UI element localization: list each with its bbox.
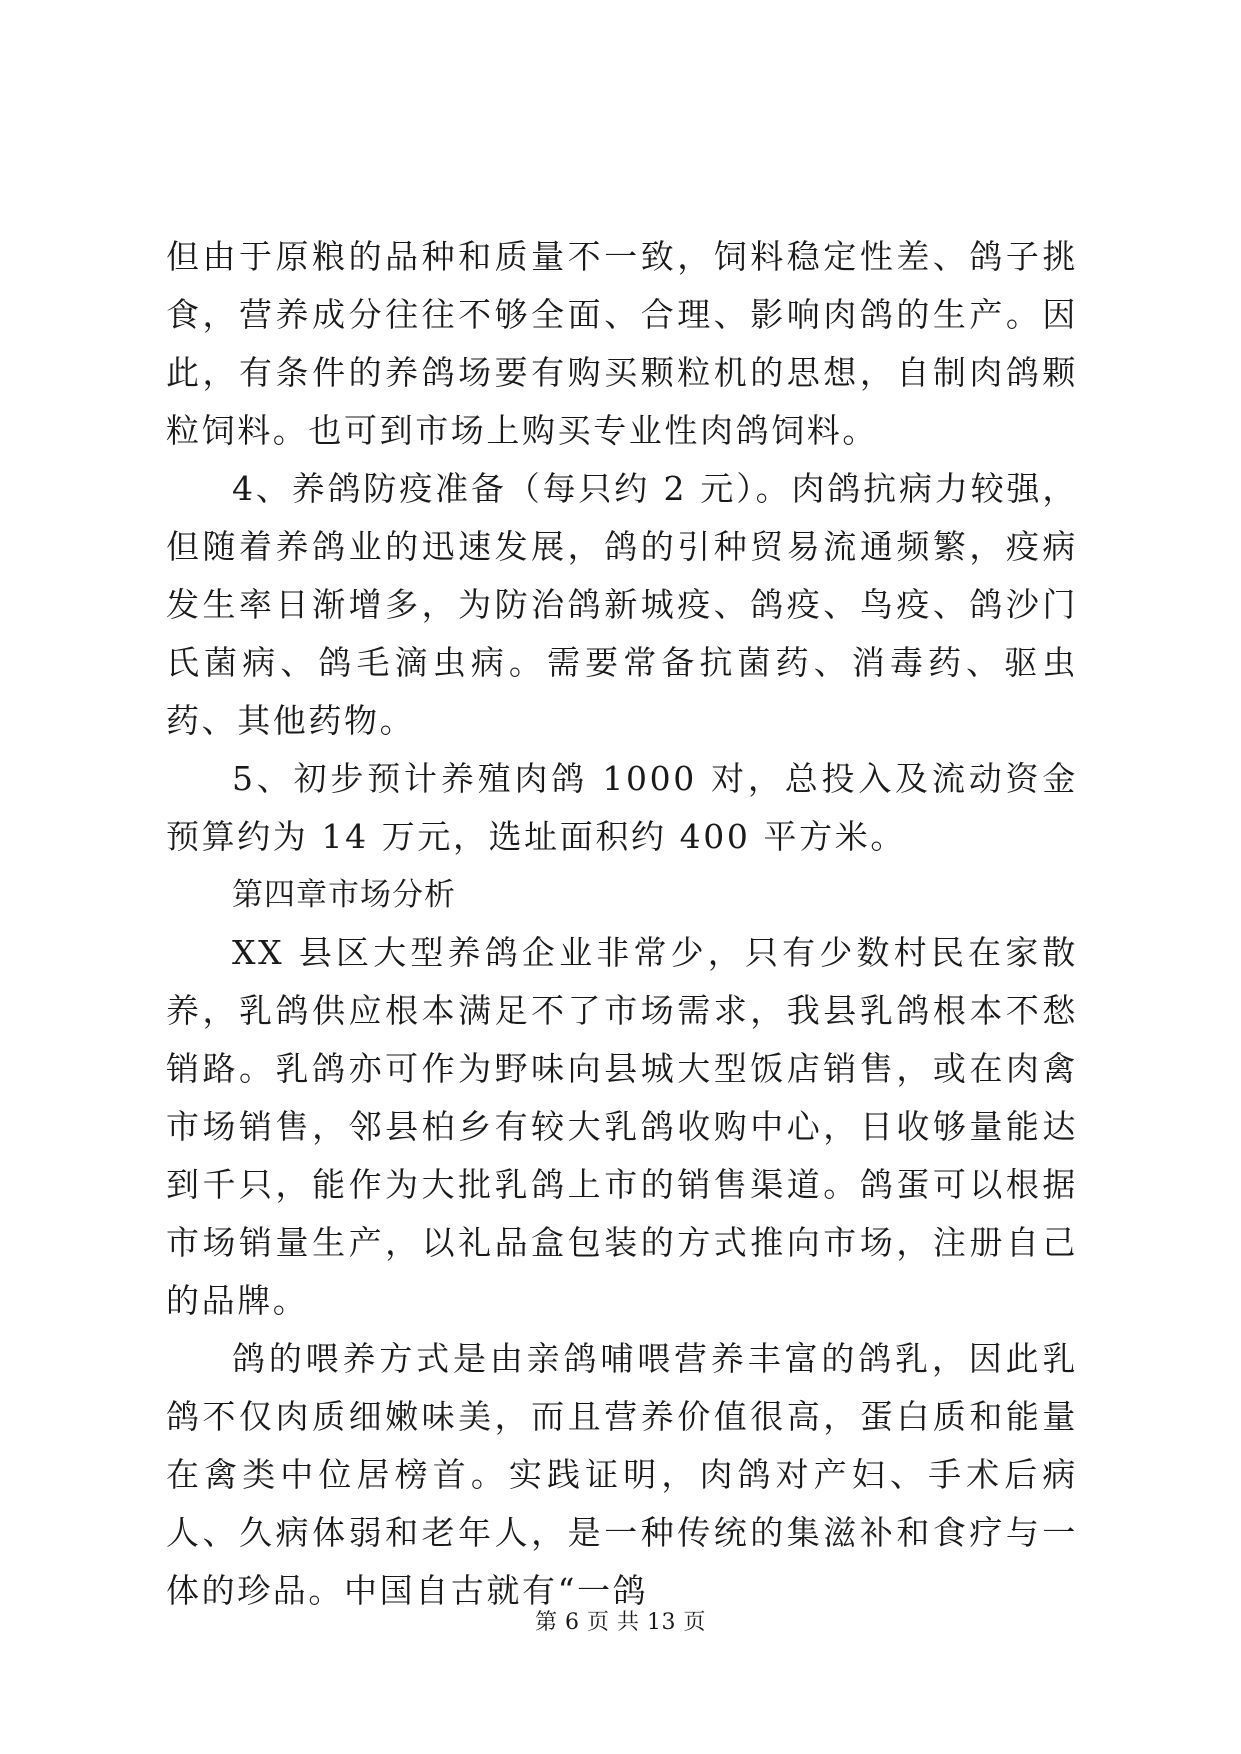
- paragraph-market: XX 县区大型养鸽企业非常少，只有少数村民在家散养，乳鸽供应根本满足不了市场需求，我县乳鸽根本不愁销路。乳鸽亦可作为野味向县城大型饭店销售，或在肉禽市场销售，邻县柏乡有较大乳鸽收购中心，日收够量能达到千只，能作为大批乳鸽上市的销售渠道。鸽蛋可以根据市场销量生产，以礼品盒包装的方式推向市场，注册自己的品牌。: [166, 933, 1078, 1320]
- chapter-heading-market-analysis: 第四章市场分析: [232, 877, 456, 913]
- paragraph-nutrition: 鸽的喂养方式是由亲鸽哺喂营养丰富的鸽乳，因此乳鸽不仅肉质细嫩味美，而且营养价值很高，蛋白质和能量在禽类中位居榜首。实践证明，肉鸽对产妇、手术后病人、久病体弱和老年人，是一种传统的集滋补和食疗与一体的珍品。中国自古就有“一鸽: [166, 1339, 1078, 1610]
- paragraph-feed: 但由于原粮的品种和质量不一致，饲料稳定性差、鸽子挑食，营养成分往往不够全面、合理、影响肉鸽的生产。因此，有条件的养鸽场要有购买颗粒机的思想，自制肉鸽颗粒饲料。也可到市场上购买专业性肉鸽饲料。: [166, 237, 1078, 450]
- document-body: [166, 228, 1078, 1620]
- page-number-footer: 第 6 页 共 13 页: [535, 1610, 706, 1635]
- paragraph-epidemic-prevention: 4、养鸽防疫准备（每只约 2 元）。肉鸽抗病力较强，但随着养鸽业的迅速发展，鸽的引种贸易流通频繁，疫病发生率日渐增多，为防治鸽新城疫、鸽疫、鸟疫、鸽沙门氏菌病、鸽毛滴虫病。需要常备抗菌药、消毒药、驱虫药、其他药物。: [166, 469, 1078, 740]
- paragraph-budget: 5、初步预计养殖肉鸽 1000 对，总投入及流动资金预算约为 14 万元，选址面积约 400 平方米。: [166, 759, 1078, 856]
